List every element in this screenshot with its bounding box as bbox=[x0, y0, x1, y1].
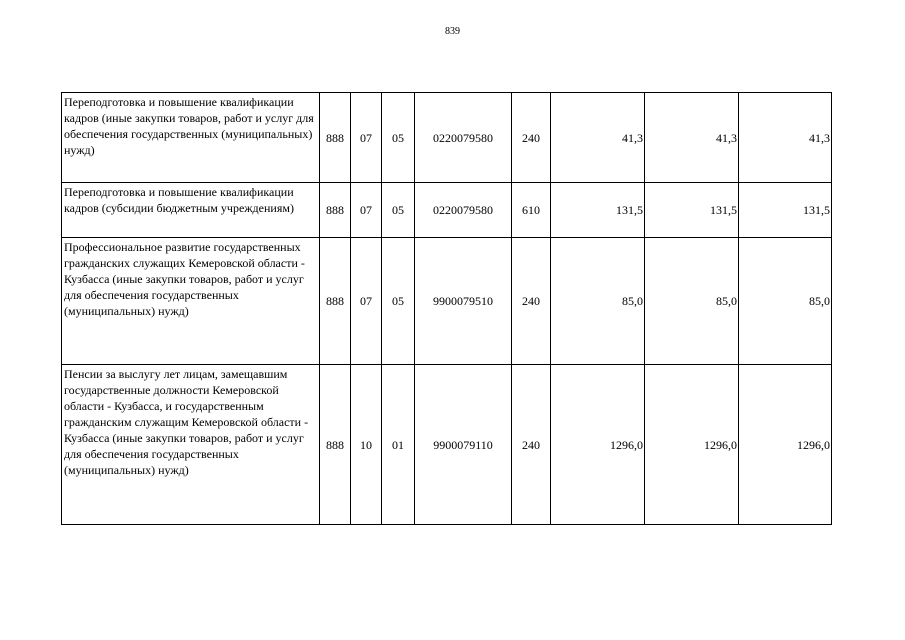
expense-type-cell: 610 bbox=[512, 183, 551, 238]
expense-type-cell: 240 bbox=[512, 238, 551, 365]
budget-table bbox=[61, 92, 832, 525]
section-code-cell: 07 bbox=[351, 238, 382, 365]
section-code-cell: 07 bbox=[351, 93, 382, 183]
ministry-code-cell: 888 bbox=[320, 183, 351, 238]
table-row bbox=[62, 365, 832, 525]
table-row bbox=[62, 93, 832, 183]
ministry-code-cell: 888 bbox=[320, 93, 351, 183]
amount-cell: 41,3 bbox=[739, 93, 832, 183]
ministry-code-cell: 888 bbox=[320, 365, 351, 525]
amount-cell: 1296,0 bbox=[551, 365, 645, 525]
subsection-code-cell: 05 bbox=[382, 93, 415, 183]
amount-cell: 131,5 bbox=[645, 183, 739, 238]
expense-name-cell: Переподготовка и повышение квалификации кадров (иные закупки товаров, работ и услуг для обеспечения государственных (муниципальных) нужд) bbox=[62, 93, 320, 183]
subsection-code-cell: 05 bbox=[382, 238, 415, 365]
section-code-cell: 07 bbox=[351, 183, 382, 238]
target-article-cell: 9900079510 bbox=[415, 238, 512, 365]
page-number: 839 bbox=[445, 26, 460, 37]
amount-cell: 131,5 bbox=[551, 183, 645, 238]
target-article-cell: 9900079110 bbox=[415, 365, 512, 525]
table-row bbox=[62, 238, 832, 365]
amount-cell: 85,0 bbox=[645, 238, 739, 365]
amount-cell: 41,3 bbox=[645, 93, 739, 183]
amount-cell: 1296,0 bbox=[645, 365, 739, 525]
table-row bbox=[62, 183, 832, 238]
target-article-cell: 0220079580 bbox=[415, 93, 512, 183]
amount-cell: 131,5 bbox=[739, 183, 832, 238]
expense-type-cell: 240 bbox=[512, 365, 551, 525]
subsection-code-cell: 05 bbox=[382, 183, 415, 238]
expense-name-cell: Профессиональное развитие государственных гражданских служащих Кемеровской области - Кузбасса (иные закупки товаров, работ и услуг для обеспечения государственных (муниципальных) нужд) bbox=[62, 238, 320, 365]
target-article-cell: 0220079580 bbox=[415, 183, 512, 238]
ministry-code-cell: 888 bbox=[320, 238, 351, 365]
expense-name-cell: Пенсии за выслугу лет лицам, замещавшим государственные должности Кемеровской области - Кузбасса, и государственным гражданским служащим Кемеровской области - Кузбасса (иные закупки товаров, работ и услуг для обеспечения государственных (муниципальных) нужд) bbox=[62, 365, 320, 525]
amount-cell: 41,3 bbox=[551, 93, 645, 183]
subsection-code-cell: 01 bbox=[382, 365, 415, 525]
expense-name-cell: Переподготовка и повышение квалификации кадров (субсидии бюджетным учреждениям) bbox=[62, 183, 320, 238]
amount-cell: 85,0 bbox=[739, 238, 832, 365]
amount-cell: 85,0 bbox=[551, 238, 645, 365]
amount-cell: 1296,0 bbox=[739, 365, 832, 525]
section-code-cell: 10 bbox=[351, 365, 382, 525]
expense-type-cell: 240 bbox=[512, 93, 551, 183]
